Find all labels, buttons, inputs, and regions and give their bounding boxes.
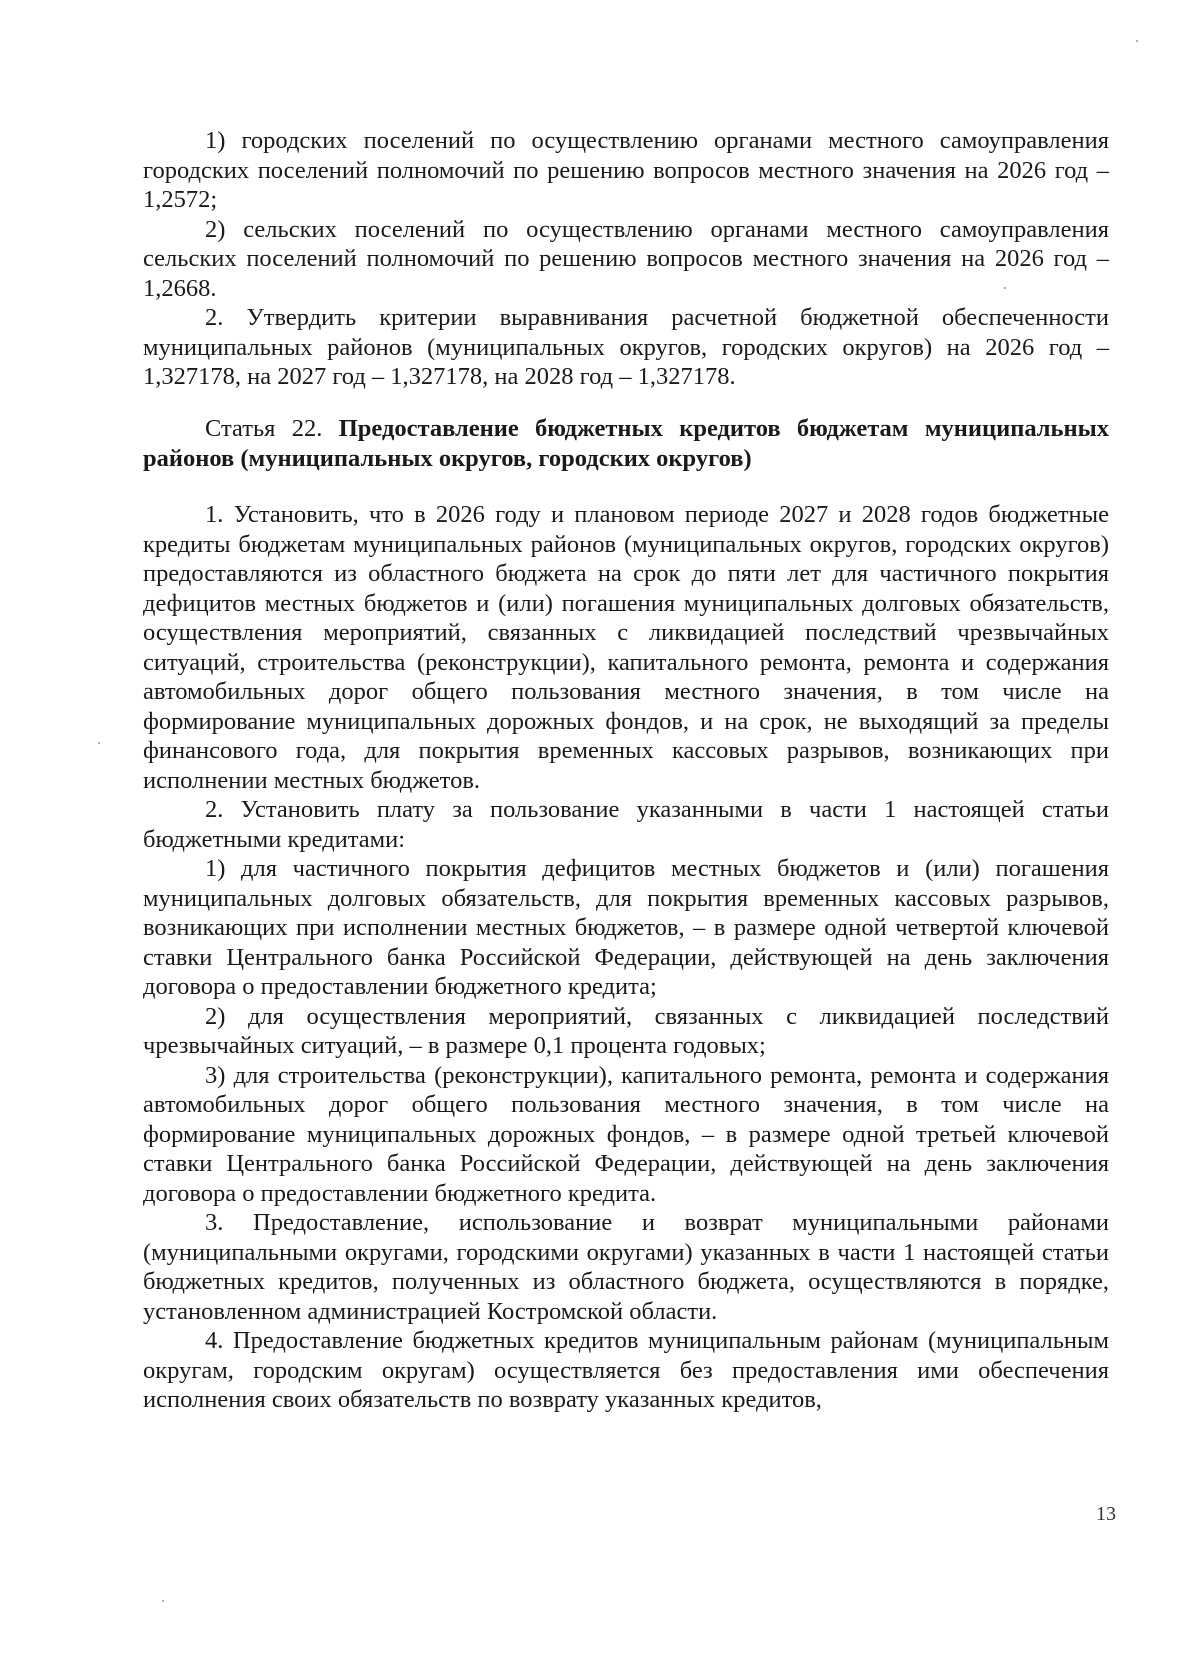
page-number: 13 [1096,1503,1116,1525]
article-title [143,414,1109,473]
scan-speck [1004,287,1006,289]
paragraph: 4. Предоставление бюджетных кредитов муниципальным районам (муниципальным округам, городским округам) осуществляется без предоставления ими обеспечения исполнения своих обязательств по возврату указанных кредитов, [143,1327,1109,1413]
article-body [143,500,1109,1415]
paragraph: 2) сельских поселений по осуществлению органами местного самоуправления сельских поселений полномочий по решению вопросов местного значения на 2026 год – 1,2668. [143,215,1109,302]
article-title-text: Предоставление бюджетных кредитов бюджетам муниципальных районов (муниципальных округов, городских округов) [143,415,1110,472]
scan-speck [1136,40,1138,42]
paragraph: 1. Установить, что в 2026 году и плановом периоде 2027 и 2028 годов бюджетные кредиты бюджетам муниципальных районов (муниципальных округов, городских округов) предоставляются из областного бюджета на срок до пяти лет для частичного покрытия дефицитов местных бюджетов и (или) погашения муниципальных долговых обязательств, осуществления мероприятий, связанных с ликвидацией последствий чрезвычайных ситуаций, строительства (реконструкции), капитального ремонта, ремонта и содержания автомобильных дорог общего пользования местного значения, в том числе на формирование муниципальных дорожных фондов, и на срок, не выходящий за пределы финансового года, для покрытия временных кассовых разрывов, возникающих при исполнении местных бюджетов. [143,501,1109,794]
paragraph: 1) для частичного покрытия дефицитов местных бюджетов и (или) погашения муниципальных долговых обязательств, для покрытия временных кассовых разрывов, возникающих при исполнении местных бюджетов, – в размере одной четвертой ключевой ставки Центрального банка Российской Федерации, действующей на день заключения договора о предоставлении бюджетного кредита; [143,855,1109,1000]
paragraph: 1) городских поселений по осуществлению органами местного самоуправления городских поселений полномочий по решению вопросов местного значения на 2026 год – 1,2572; [143,127,1109,213]
article-heading [143,414,1109,473]
scan-speck [98,742,100,744]
paragraph: 2) для осуществления мероприятий, связанных с ликвидацией последствий чрезвычайных ситуаций, – в размере 0,1 процента годовых; [143,1002,1109,1059]
scan-speck [162,1600,164,1602]
top-section [143,126,1109,392]
paragraph: 2. Установить плату за пользование указанными в части 1 настоящей статьи бюджетными кредитами: [143,796,1109,853]
paragraph: 2. Утвердить критерии выравнивания расчетной бюджетной обеспеченности муниципальных районов (муниципальных округов, городских округов) на 2026 год – 1,327178, на 2027 год – 1,327178, на 2028 год – 1,327178. [143,304,1109,390]
paragraph: 3. Предоставление, использование и возврат муниципальными районами (муниципальными округами, городскими округами) указанных в части 1 настоящей статьи бюджетных кредитов, полученных из областного бюджета, осуществляются в порядке, установленном администрацией Костромской области. [143,1209,1109,1325]
paragraph: 3) для строительства (реконструкции), капитального ремонта, ремонта и содержания автомобильных дорог общего пользования местного значения, в том числе на формирование муниципальных дорожных фондов, – в размере одной третьей ключевой ставки Центрального банка Российской Федерации, действующей на день заключения договора о предоставлении бюджетного кредита. [143,1061,1109,1207]
article-number: Статья 22. [205,415,323,442]
